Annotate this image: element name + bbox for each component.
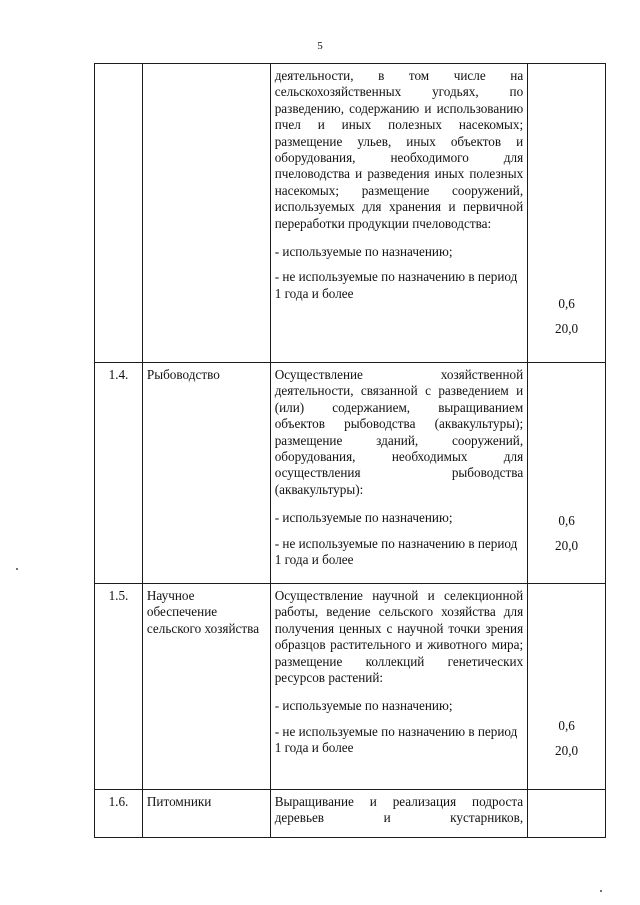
value-cell xyxy=(528,64,606,363)
unused-value: 20,0 xyxy=(555,743,579,759)
table-row xyxy=(95,584,606,790)
row-name xyxy=(142,64,270,363)
value-cell xyxy=(528,584,606,790)
used-label: - используемые по назначению; xyxy=(274,698,453,714)
page-number: 5 xyxy=(317,40,323,52)
unused-label: - не используемые по назначению в период 1 года и более xyxy=(274,269,518,301)
row-name: Рыбоводство xyxy=(142,363,270,584)
row-description: Выращивание и реализация подроста деревьев и кустарников, xyxy=(274,794,524,826)
unused-value: 20,0 xyxy=(555,321,579,337)
unused-label: - не используемые по назначению в период 1 года и более xyxy=(274,723,518,756)
used-value: 0,6 xyxy=(558,513,575,528)
unused-value: 20,0 xyxy=(555,538,579,554)
row-number: 1.6. xyxy=(95,790,143,838)
row-description-cell xyxy=(270,363,527,584)
scan-speck xyxy=(600,890,602,892)
value-cell xyxy=(528,790,606,838)
row-description-cell xyxy=(270,790,527,838)
row-description-cell xyxy=(270,584,527,790)
row-name: Питомники xyxy=(142,790,270,838)
table-row xyxy=(95,64,606,363)
row-name: Научное обеспечение сельского хозяйства xyxy=(142,584,270,790)
table-row xyxy=(95,790,606,838)
row-description: деятельности, в том числе на сельскохозяйственных угодьях, по разведению, содержанию и использованию пчел и иных полезных насекомых; размещение ульев, иных объектов и оборудования, необходимого для пчеловодства и разведения иных полезных насекомых; размещение сооружений, используемых для хранения и первичной переработки продукции пчеловодства: xyxy=(274,68,524,231)
value-cell xyxy=(528,363,606,584)
table-row xyxy=(95,363,606,584)
used-value: 0,6 xyxy=(558,718,575,733)
used-value: 0,6 xyxy=(558,296,575,311)
used-label: - используемые по назначению; xyxy=(274,510,453,526)
row-description: Осуществление хозяйственной деятельности, связанной с разведением и (или) содержанием, выращиванием объектов рыбоводства (аквакультуры); размещение зданий, сооружений, оборудования, необходимых для осуществления рыбоводства (аквакультуры): xyxy=(274,367,524,497)
unused-label: - не используемые по назначению в период 1 года и более xyxy=(274,535,518,568)
land-use-table xyxy=(94,63,606,838)
scan-speck xyxy=(16,568,18,570)
row-number: 1.4. xyxy=(95,363,143,584)
row-description: Осуществление научной и селекционной работы, ведение сельского хозяйства для получения ценных с научной точки зрения образцов растительного и животного мира; размещение коллекций генетических ресурсов растений: xyxy=(274,588,524,686)
row-number: 1.5. xyxy=(95,584,143,790)
row-number xyxy=(95,64,143,363)
row-description-cell xyxy=(270,64,527,363)
used-label: - используемые по назначению; xyxy=(274,244,453,260)
